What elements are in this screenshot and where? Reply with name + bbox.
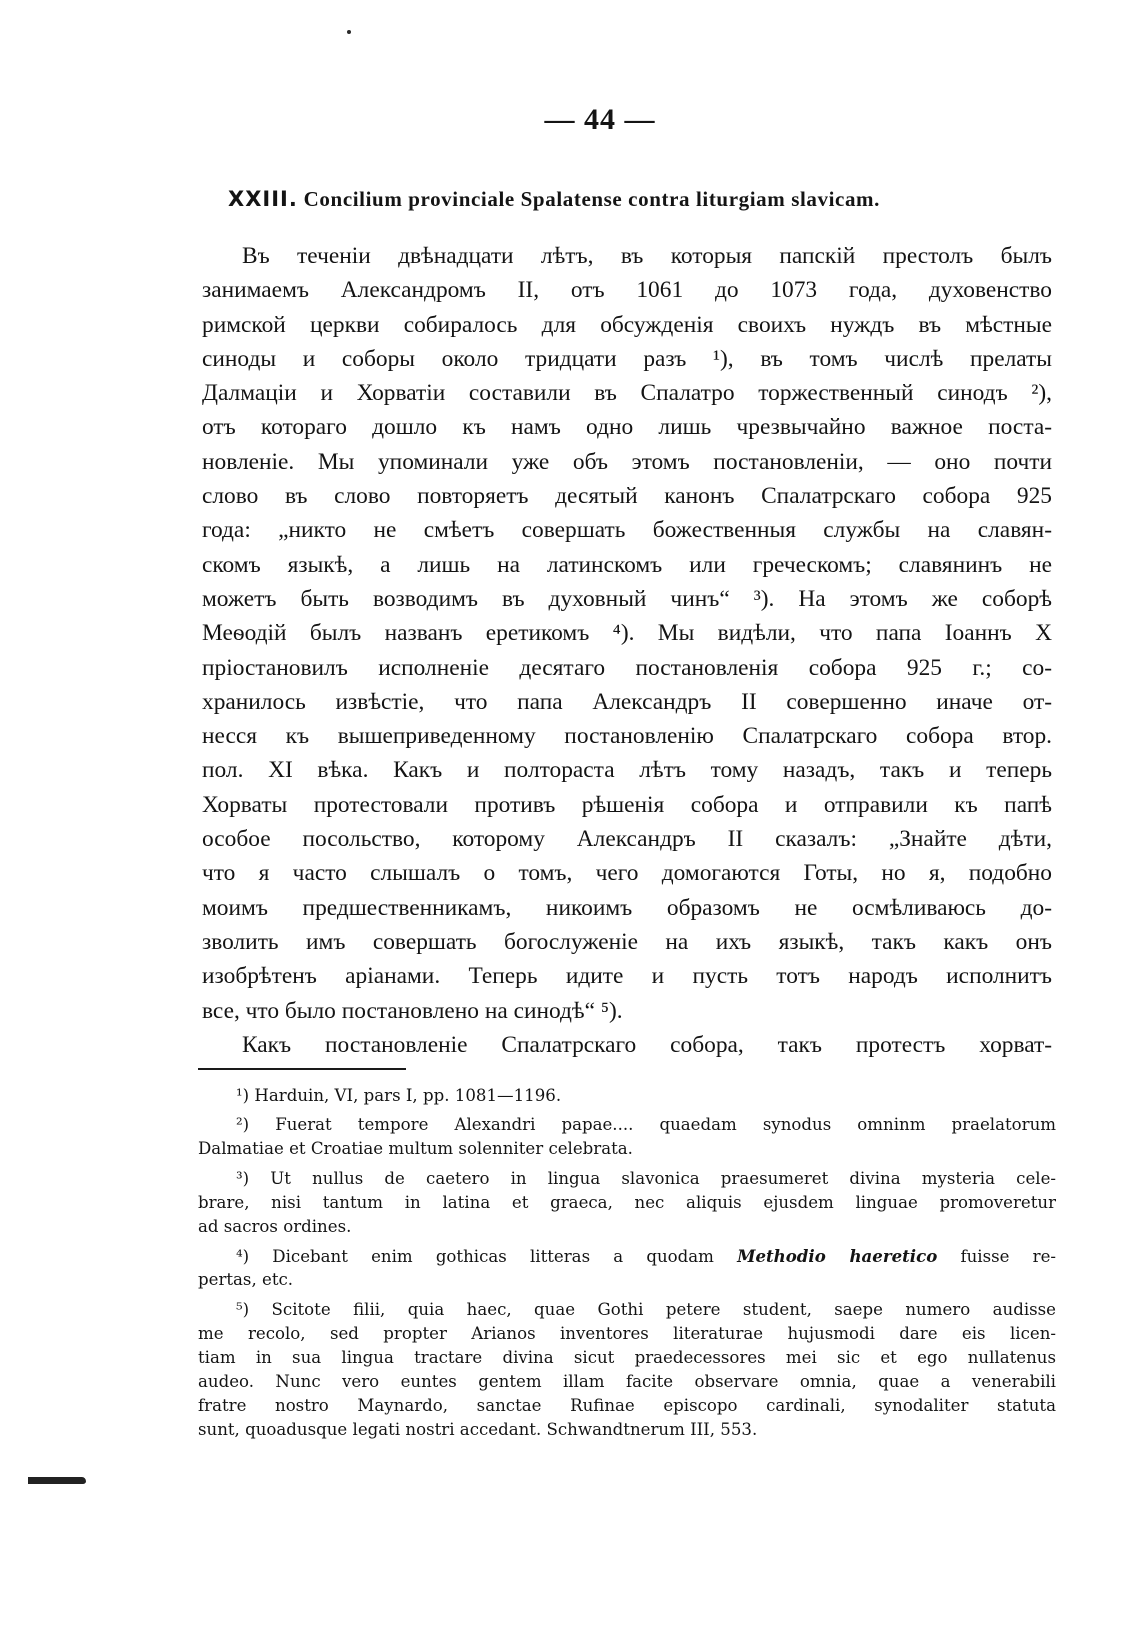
text-line: зволить имъ совершать богослуженіе на ихъ языкѣ, такъ какъ онъ bbox=[202, 928, 1052, 955]
text-line: все, что было постановлено на синодѣ“ ⁵). bbox=[202, 997, 623, 1024]
footnote-line: Dalmatiae et Croatiae multum solenniter celebrata. bbox=[198, 1139, 633, 1159]
footnote-5 bbox=[198, 1298, 1056, 1443]
text-line: Меѳодій былъ названъ еретикомъ ⁴). Мы видѣли, что папа Іоаннъ X bbox=[202, 620, 1052, 647]
footnote-line: ad sacros ordines. bbox=[198, 1216, 352, 1236]
text-line: что я часто слышалъ о томъ, чего домогаются Готы, но я, подобно bbox=[202, 860, 1052, 887]
footnote-line: fratre nostro Maynardo, sanctae Rufinae episcopo cardinali, synodaliter statuta bbox=[198, 1396, 1056, 1416]
text-line: особое посольство, которому Александръ II сказалъ: „Знайте дѣти, bbox=[202, 826, 1052, 853]
footnote-line: ³) Ut nullus de caetero in lingua slavonica praesumeret divina mysteria cele- bbox=[236, 1168, 1056, 1188]
text-line: скомъ языкѣ, а лишь на латинскомъ или греческомъ; славянинъ не bbox=[202, 551, 1052, 578]
section-title bbox=[228, 187, 1058, 212]
text-line: римской церкви собиралось для обсужденія своихъ нуждъ въ мѣстные bbox=[202, 311, 1052, 338]
text-line: моимъ предшественникамъ, никоимъ образомъ не осмѣливаюсь до- bbox=[202, 894, 1052, 921]
page-number: — 44 — bbox=[544, 103, 656, 136]
footnote-line: ²) Fuerat tempore Alexandri papae.... quaedam synodus omninm praelatorum bbox=[236, 1115, 1056, 1135]
text-line: можетъ быть возводимъ въ духовный чинъ“ ³). На этомъ же соборѣ bbox=[202, 585, 1052, 612]
main-text bbox=[202, 239, 1052, 1062]
text-line: занимаемъ Александромъ II, отъ 1061 до 1073 года, духовенство bbox=[202, 277, 1052, 304]
footnote-line: ⁵) Scitote filii, quia haec, quae Gothi petere student, saepe numero audisse bbox=[236, 1299, 1056, 1319]
footnote-4-text: ⁴) Dicebant enim gothicas litteras a quodam bbox=[236, 1247, 714, 1267]
ink-speck bbox=[347, 30, 351, 34]
footnote-4-italic: Methodio haeretico bbox=[737, 1246, 938, 1267]
footnote-line: me recolo, sed propter Arianos inventores literaturae hujusmodi dare eis licen- bbox=[198, 1323, 1056, 1343]
footnote-3 bbox=[198, 1167, 1056, 1240]
footnote-line bbox=[236, 1244, 1056, 1268]
text-line: отъ котораго дошло къ намъ одно лишь чрезвычайно важное поста- bbox=[202, 414, 1052, 441]
footnote-line: sunt, quoadusque legati nostri accedant. Schwandtnerum III, 553. bbox=[198, 1420, 758, 1440]
section-numeral: XXIII. bbox=[228, 187, 298, 211]
footnote-4-text-end: fuisse re- bbox=[960, 1247, 1056, 1267]
footnote-1 bbox=[236, 1084, 1056, 1108]
footnote-line: pertas, etc. bbox=[198, 1270, 294, 1290]
text-line: пріостановилъ исполненіе десятаго постановленія собора 925 г.; со- bbox=[202, 654, 1052, 681]
footnote-divider bbox=[198, 1068, 406, 1070]
footnote-4 bbox=[198, 1244, 1056, 1292]
text-line: Хорваты протестовали противъ рѣшенія собора и отправили къ папѣ bbox=[202, 791, 1052, 818]
text-line: пол. XI вѣка. Какъ и полтораста лѣтъ тому назадъ, такъ и теперь bbox=[202, 757, 1052, 784]
margin-mark bbox=[28, 1477, 86, 1484]
text-line: несся къ вышеприведенному постановленію Спалатрскаго собора втор. bbox=[202, 723, 1052, 750]
footnote-line: ¹) Harduin, VI, pars I, pp. 1081—1196. bbox=[236, 1086, 562, 1105]
text-line: слово въ слово повторяетъ десятый канонъ Спалатрскаго собора 925 bbox=[202, 483, 1052, 510]
text-line: хранилось извѣстіе, что папа Александръ II совершенно иначе от- bbox=[202, 688, 1052, 715]
footnote-line: tiam in sua lingua tractare divina sicut praedecessores mei sic et ego nullatenus bbox=[198, 1347, 1056, 1367]
section-title-text: Concilium provinciale Spalatense contra liturgiam slavicam. bbox=[303, 187, 880, 211]
text-line: года: „никто не смѣетъ совершать божественныя службы на славян- bbox=[202, 517, 1052, 544]
footnote-line: brare, nisi tantum in latina et graeca, nec aliquis ejusdem linguae promoveretur bbox=[198, 1192, 1056, 1212]
text-line: Далмаціи и Хорватіи составили въ Спалатро торжественный синодъ ²), bbox=[202, 380, 1052, 407]
text-line: Какъ постановленіе Спалатрскаго собора, такъ протестъ хорват- bbox=[242, 1031, 1052, 1058]
footnotes bbox=[198, 1084, 1056, 1448]
text-line: Въ теченіи двѣнадцати лѣтъ, въ которыя папскій престолъ былъ bbox=[242, 243, 1052, 269]
text-line: синоды и соборы около тридцати разъ ¹), въ томъ числѣ прелаты bbox=[202, 345, 1052, 372]
footnote-line: audeo. Nunc vero euntes gentem illam facite observare omnia, quae a venerabili bbox=[198, 1372, 1056, 1392]
footnote-2 bbox=[198, 1113, 1056, 1161]
text-line: новленіе. Мы упоминали уже объ этомъ постановленіи, — оно почти bbox=[202, 448, 1052, 475]
text-line: изобрѣтенъ аріанами. Теперь идите и пусть тотъ народъ исполнитъ bbox=[202, 963, 1052, 990]
